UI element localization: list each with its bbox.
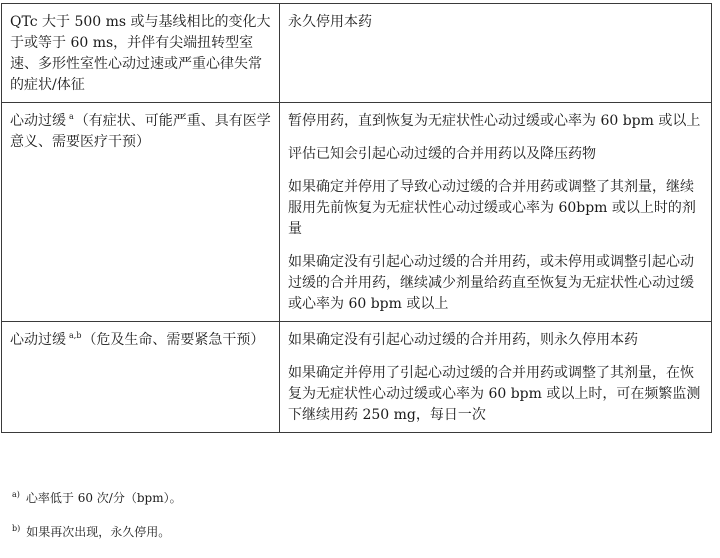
footnote-mark: a) [12,490,20,499]
condition-detail: （有症状、可能严重、具有医学意义、需要医疗干预） [10,113,271,150]
condition-text: QTc 大于 500 ms 或与基线相比的变化大于或等于 60 ms，并伴有尖端扭转型室速、多形性室性心动过速或严重心律失常的症状/体征 [10,14,271,93]
dose-modification-table [1,3,712,433]
footnote-text: 如果再次出现，永久停用。 [26,525,171,539]
condition-cell [2,103,280,322]
condition-cell [2,4,280,103]
action-paragraph: 如果确定并停用了引起心动过缓的合并用药或调整了其剂量，在恢复为无症状性心动过缓或心率为 60 bpm 或以上时，可在频繁监测下继续用药 250 mg，每日一次 [288,365,701,423]
footnote-marker: a [69,112,74,121]
table-row [2,322,712,433]
footnote-mark: b) [12,524,21,533]
action-cell [280,103,712,322]
condition-cell [2,322,280,433]
action-paragraph: 如果确定没有引起心动过缓的合并用药，或未停用或调整引起心动过缓的合并用药，继续减少剂量给药直至恢复为无症状性心动过缓或心率为 60 bpm 或以上 [288,254,694,312]
action-paragraph: 评估已知会引起心动过缓的合并用药以及降压药物 [288,146,596,162]
footnote-text: 心率低于 60 次/分（bpm）。 [25,491,182,505]
footnote-marker: a,b [69,331,82,340]
action-paragraph: 永久停用本药 [288,14,372,30]
footnote-a [12,490,182,506]
table-row [2,103,712,322]
footnote-b [12,524,182,540]
action-paragraph: 如果确定没有引起心动过缓的合并用药，则永久停用本药 [288,332,638,348]
condition-detail: （危及生命、需要紧急干预） [82,332,265,348]
action-cell [280,4,712,103]
action-paragraph: 暂停用药，直到恢复为无症状性心动过缓或心率为 60 bpm 或以上 [288,113,701,129]
condition-text: 心动过缓 [10,332,66,348]
table-row [2,4,712,103]
condition-text: 心动过缓 [10,113,66,129]
action-cell [280,322,712,433]
action-paragraph: 如果确定并停用了导致心动过缓的合并用药或调整了其剂量，继续服用先前恢复为无症状性心动过缓或心率为 60bpm 或以上时的剂量 [288,179,696,237]
